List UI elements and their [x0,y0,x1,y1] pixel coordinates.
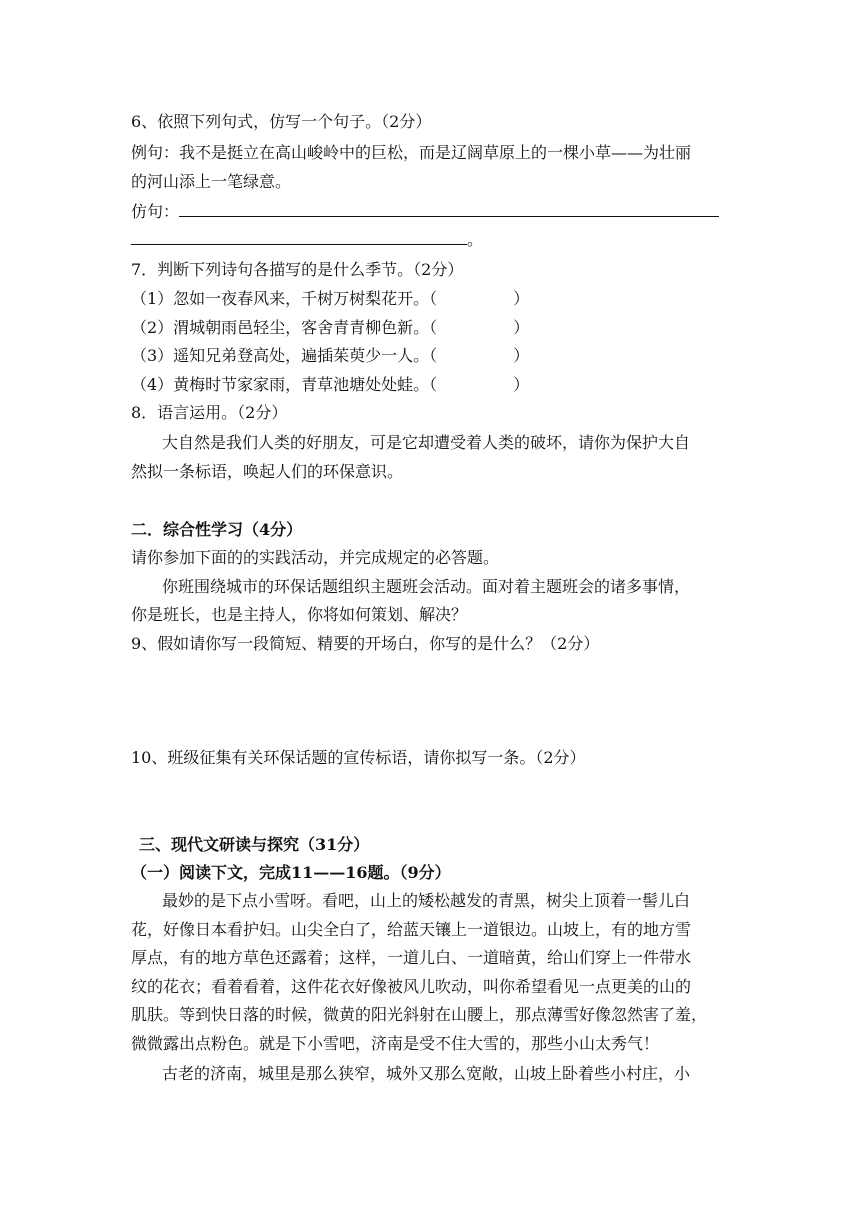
q9-prompt: 9、假如请你写一段简短、精要的开场白，你写的是什么？（2分） [131,634,600,653]
q6-example-line2: 的河山添上一笔绿意。 [131,172,292,191]
q7-item-3 [131,346,529,366]
section2-intro: 请你参加下面的的实践活动，并完成规定的必答题。 [131,548,500,567]
passage-line-7: 古老的济南，城里是那么狭窄，城外又那么宽敞，山坡上卧着些小村庄，小 [162,1064,691,1083]
q8-prompt: 8．语言运用。（2分） [131,403,288,422]
q10-prompt: 10、班级征集有关环保话题的宣传标语，请你拟写一条。（2分） [131,748,586,767]
q6-prompt: 6、依照下列句式，仿写一个句子。（2分） [131,112,432,131]
q7-item-4-text: （4）黄梅时节家家雨，青草池塘处处蛙。（ [131,375,438,394]
section2-desc1: 你班围绕城市的环保话题组织主题班会活动。面对着主题班会的诸多事情， [162,577,691,596]
q6-answer-blank-2[interactable] [131,228,467,245]
passage-line-1: 最妙的是下点小雪呀。看吧，山上的矮松越发的青黑，树尖上顶着一髻儿白 [162,891,691,910]
q8-line2: 然拟一条标语，唤起人们的环保意识。 [131,462,404,481]
passage-line-2: 花，好像日本看护妇。山尖全白了，给蓝天镶上一道银边。山坡上，有的地方雪 [131,920,692,939]
section2-title: 二．综合性学习（4分） [131,520,303,539]
q7-item-1 [131,289,529,309]
q6-example-line1: 例句：我不是挺立在高山峻岭中的巨松，而是辽阔草原上的一棵小草——为壮丽 [131,143,692,162]
passage-line-6: 微微露出点粉色。就是下小雪吧，济南是受不住大雪的，那些小山太秀气！ [131,1034,660,1053]
q6-imitate-label: 仿句： [131,202,180,221]
q6-answer-blank-1[interactable] [179,200,719,217]
q7-prompt: 7．判断下列诗句各描写的是什么季节。（2分） [131,260,464,279]
q7-item-4 [131,375,529,395]
q7-item-3-text: （3）遥知兄弟登高处，遍插茱萸少一人。（ [131,346,438,365]
q8-line1: 大自然是我们人类的好朋友，可是它却遭受着人类的破坏，请你为保护大自 [162,433,691,452]
passage-line-5: 肌肤。等到快日落的时候，微黄的阳光斜射在山腰上，那点薄雪好像忽然害了羞， [131,1005,708,1024]
q7-item-1-text: （1）忽如一夜春风来，千树万树梨花开。（ [131,289,438,308]
q6-imitate-row [131,200,719,222]
q6-end-mark: 。 [467,230,484,249]
section3-subtitle: （一）阅读下文，完成11——16题。（9分） [131,863,451,882]
q7-item-2-close: ） [513,318,530,337]
q7-item-1-close: ） [513,289,530,308]
section2-desc2: 你是班长，也是主持人，你将如何策划、解决？ [131,605,468,624]
q7-item-2 [131,318,529,338]
section3-title: 三、现代文研读与探究（31分） [139,835,370,854]
q7-item-2-text: （2）渭城朝雨邑轻尘，客舍青青柳色新。（ [131,318,438,337]
passage-line-3: 厚点，有的地方草色还露着；这样，一道儿白、一道暗黄，给山们穿上一件带水 [131,948,692,967]
q6-answer-row-2 [131,228,483,250]
q7-item-4-close: ） [513,375,530,394]
passage-line-4: 纹的花衣；看着看着，这件花衣好像被风儿吹动，叫你希望看见一点更美的山的 [131,977,692,996]
q7-item-3-close: ） [513,346,530,365]
